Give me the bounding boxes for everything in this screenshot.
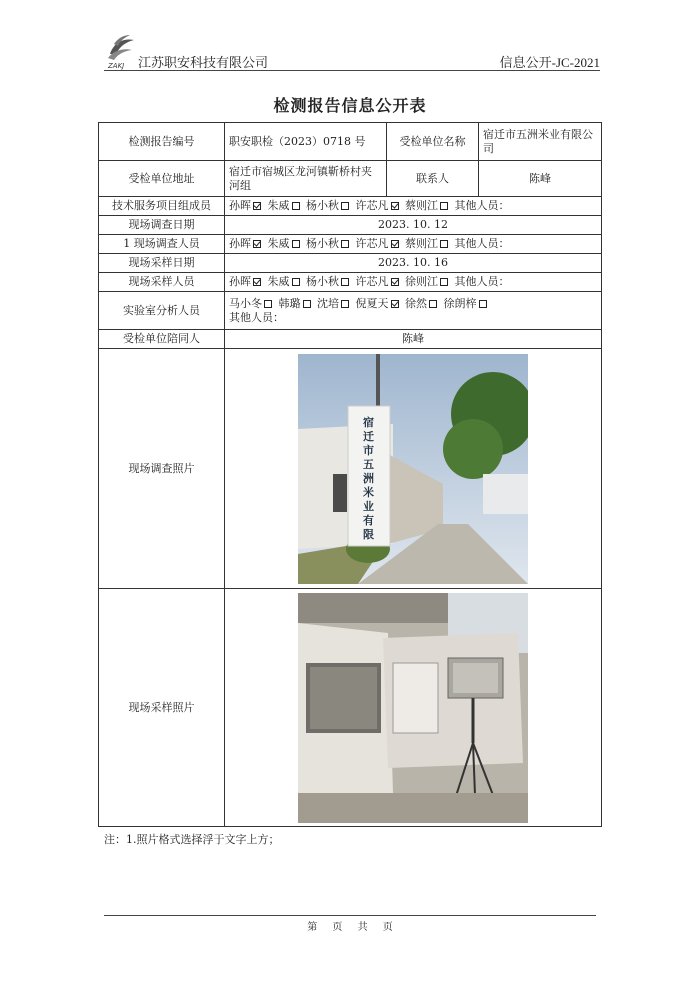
staff-name: 许芯凡 bbox=[355, 237, 389, 250]
staff-entry bbox=[405, 297, 440, 310]
footnote: 注：1.照片格式选择浮于文字上方； bbox=[104, 833, 280, 846]
escort-label: 受检单位陪同人 bbox=[99, 330, 225, 349]
staff-entry bbox=[405, 199, 451, 212]
staff-entry bbox=[229, 237, 264, 250]
staff-name: 杨小秋 bbox=[306, 237, 339, 250]
empty-box-icon bbox=[341, 202, 349, 210]
empty-box-icon bbox=[264, 300, 272, 308]
staff-name: 马小冬 bbox=[229, 296, 262, 310]
empty-box-icon bbox=[341, 240, 349, 248]
report-no-label: 检测报告编号 bbox=[99, 123, 225, 161]
checked-box-icon bbox=[253, 240, 261, 248]
sampling-date-label: 现场采样日期 bbox=[99, 254, 225, 273]
report-no-value: 职安职检（2023）0718 号 bbox=[225, 123, 387, 161]
row-lab-staff bbox=[99, 292, 602, 330]
header-divider bbox=[104, 70, 600, 71]
staff-entry bbox=[405, 237, 451, 250]
company-name: 江苏职安科技有限公司 bbox=[138, 55, 269, 70]
staff-name: 蔡则江 bbox=[405, 199, 438, 212]
empty-box-icon bbox=[440, 202, 448, 210]
staff-entry bbox=[268, 237, 303, 250]
empty-box-icon bbox=[341, 300, 349, 308]
page-title: 检测报告信息公开表 bbox=[273, 96, 427, 115]
row-survey-date bbox=[99, 216, 602, 235]
staff-name: 杨小秋 bbox=[306, 199, 339, 212]
staff-name: 朱威 bbox=[267, 199, 290, 212]
lab-staff-label: 实验室分析人员 bbox=[99, 292, 225, 330]
sampling-site-photo bbox=[298, 593, 528, 823]
sampling-staff-label: 现场采样人员 bbox=[99, 273, 225, 292]
staff-entry bbox=[306, 237, 352, 250]
page-header bbox=[104, 32, 600, 72]
staff-name: 蔡则江 bbox=[405, 237, 438, 250]
lab-staff-list bbox=[225, 292, 602, 330]
row-sampling-photo bbox=[99, 589, 602, 827]
row-sampling-staff bbox=[99, 273, 602, 292]
staff-name: 倪夏天 bbox=[355, 296, 389, 310]
staff-entry bbox=[356, 237, 402, 250]
staff-entry bbox=[306, 199, 352, 212]
staff-entry bbox=[356, 199, 402, 212]
other-staff-label: 其他人员： bbox=[454, 199, 510, 212]
empty-box-icon bbox=[479, 300, 487, 308]
sampling-date-value: 2023. 10. 16 bbox=[225, 254, 602, 273]
sampling-photo-label: 现场采样照片 bbox=[99, 589, 225, 827]
staff-name: 许芯凡 bbox=[355, 199, 389, 212]
other-staff-label: 其他人员： bbox=[454, 237, 510, 250]
row-sampling-date bbox=[99, 254, 602, 273]
staff-name: 朱威 bbox=[267, 237, 290, 250]
row-report-number bbox=[99, 123, 602, 161]
staff-name: 沈培 bbox=[317, 296, 339, 310]
staff-entry bbox=[268, 199, 303, 212]
contact-label: 联系人 bbox=[387, 161, 479, 197]
survey-staff-list bbox=[225, 235, 602, 254]
staff-name: 杨小秋 bbox=[306, 275, 339, 288]
report-info-table bbox=[98, 122, 602, 827]
staff-entry bbox=[317, 297, 352, 310]
staff-entry bbox=[279, 297, 314, 310]
staff-name: 孙晖 bbox=[229, 199, 251, 212]
unit-name-label: 受检单位名称 bbox=[387, 123, 479, 161]
staff-name: 朱威 bbox=[267, 275, 290, 288]
staff-entry bbox=[229, 199, 264, 212]
sampling-photo-cell bbox=[225, 589, 602, 827]
page-footer: 第 页 共 页 bbox=[307, 922, 393, 933]
empty-box-icon bbox=[341, 278, 349, 286]
staff-entry bbox=[229, 297, 275, 310]
checked-box-icon bbox=[391, 278, 399, 286]
row-escort bbox=[99, 330, 602, 349]
staff-name: 许芯凡 bbox=[355, 275, 389, 288]
address-value: 宿迁市宿城区龙河镇靳桥村夹河组 bbox=[225, 161, 387, 197]
checked-box-icon bbox=[391, 202, 399, 210]
staff-name: 徐朗梓 bbox=[443, 296, 477, 310]
staff-entry bbox=[444, 297, 490, 310]
document-number: 信息公开-JC-2021 bbox=[499, 55, 600, 70]
survey-date-value: 2023. 10. 12 bbox=[225, 216, 602, 235]
staff-name: 韩璐 bbox=[278, 296, 301, 310]
survey-date-label: 现场调查日期 bbox=[99, 216, 225, 235]
row-survey-staff bbox=[99, 235, 602, 254]
empty-box-icon bbox=[292, 202, 300, 210]
sampling-staff-list bbox=[225, 273, 602, 292]
checked-box-icon bbox=[391, 300, 399, 308]
svg-text:ZAKJ: ZAKJ bbox=[108, 62, 125, 70]
other-staff-label: 其他人员： bbox=[229, 310, 284, 324]
staff-entry bbox=[356, 275, 402, 288]
company-logo bbox=[104, 32, 138, 70]
staff-entry bbox=[268, 275, 303, 288]
row-address bbox=[99, 161, 602, 197]
footer-divider bbox=[104, 915, 596, 916]
staff-entry bbox=[229, 275, 264, 288]
gate-sign-text: 宿迁市 五洲米 业有限 bbox=[363, 415, 374, 541]
checked-box-icon bbox=[391, 240, 399, 248]
checked-box-icon bbox=[253, 278, 261, 286]
empty-box-icon bbox=[429, 300, 437, 308]
staff-name: 徐然 bbox=[405, 296, 427, 310]
survey-staff-label: 1 现场调查人员 bbox=[99, 235, 225, 254]
other-staff-label: 其他人员： bbox=[454, 275, 510, 288]
staff-name: 孙晖 bbox=[229, 237, 251, 250]
staff-name: 孙晖 bbox=[229, 275, 251, 288]
row-survey-photo bbox=[99, 349, 602, 589]
checked-box-icon bbox=[253, 202, 261, 210]
staff-entry bbox=[306, 275, 352, 288]
empty-box-icon bbox=[292, 278, 300, 286]
empty-box-icon bbox=[440, 240, 448, 248]
tech-team-label: 技术服务项目组成员 bbox=[99, 197, 225, 216]
contact-value: 陈峰 bbox=[479, 161, 602, 197]
survey-photo-label: 现场调查照片 bbox=[99, 349, 225, 589]
empty-box-icon bbox=[440, 278, 448, 286]
survey-site-photo bbox=[298, 354, 528, 584]
address-label: 受检单位地址 bbox=[99, 161, 225, 197]
survey-photo-cell bbox=[225, 349, 602, 589]
staff-entry bbox=[405, 275, 451, 288]
escort-value: 陈峰 bbox=[225, 330, 602, 349]
tech-team-list bbox=[225, 197, 602, 216]
empty-box-icon bbox=[303, 300, 311, 308]
empty-box-icon bbox=[292, 240, 300, 248]
row-tech-team bbox=[99, 197, 602, 216]
staff-name: 徐则江 bbox=[405, 275, 438, 288]
unit-name-value: 宿迁市五洲米业有限公司 bbox=[479, 123, 602, 161]
staff-entry bbox=[356, 297, 402, 310]
